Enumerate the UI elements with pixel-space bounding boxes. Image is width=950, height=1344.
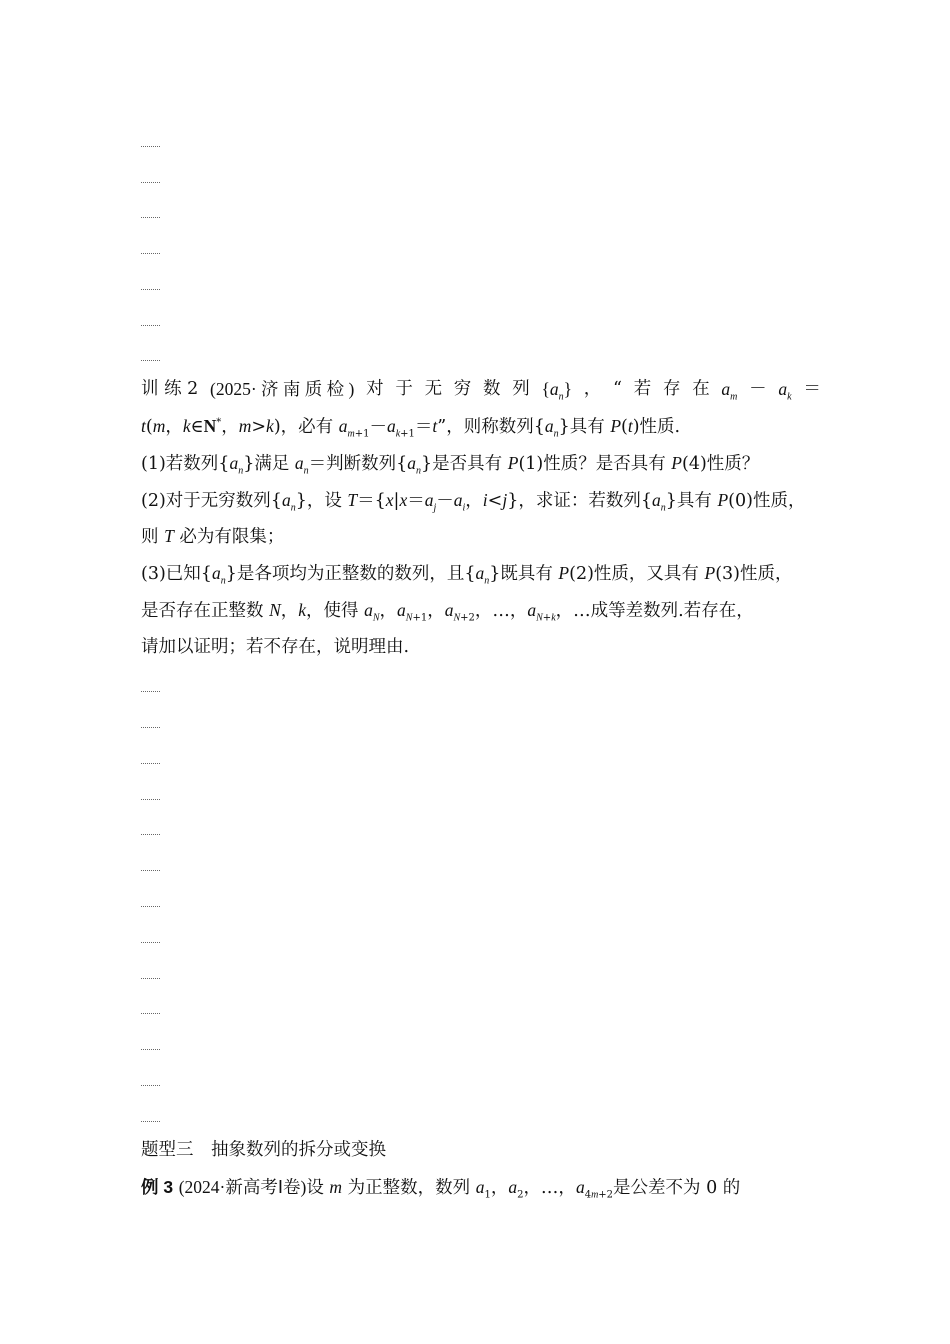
- question-1: (1)若数列$\{a_n\}$满足 $a_n=$判断数列$\{a_n\}$是否具有 P(1)性质？是否具有 P(4)性质？: [141, 453, 760, 477]
- training-first-line: 训 练 2 (2025· 济 南 质 检 ) 对 于 无 穷 数 列 $\{a_n\}$ ， “ 若 存 在 $a_m$ － $a_k$ ＝: [141, 379, 821, 403]
- training-source: (2025· 济 南 质 检 ): [210, 379, 355, 399]
- example-3: 例 3 (2024·新高考Ⅰ卷)设 m 为正整数，数列 $a_1$，$a_2$，…，$a_{4m+2}$是公差不为 0 的: [141, 1177, 741, 1201]
- answer-line: [141, 906, 160, 907]
- answer-line: [141, 691, 160, 692]
- answer-line: [141, 217, 160, 218]
- question-2-line-1: (2)对于无穷数列$\{a_n\}$，设 $T=\{x|x=a_j-a_i$，i<j}，求证：若数列$\{a_n\}$具有 P(0)性质，: [141, 490, 806, 514]
- answer-line: [141, 325, 160, 326]
- question-3-line-1: (3)已知$\{a_n\}$是各项均为正整数的数列，且$\{a_n\}$既具有 P(2)性质，又具有 P(3)性质，: [141, 563, 793, 587]
- answer-line: [141, 360, 160, 361]
- question-3-line-3: 请加以证明；若不存在，说明理由.: [141, 637, 410, 657]
- training-heading: 训 练 2: [141, 379, 199, 399]
- answer-line: [141, 799, 160, 800]
- answer-line: [141, 1085, 160, 1086]
- section-title: 题型三 抽象数列的拆分或变换: [141, 1140, 386, 1160]
- question-2-line-2: 则 T 必为有限集；: [141, 526, 285, 547]
- answer-line: [141, 1013, 160, 1014]
- answer-line: [141, 1121, 160, 1122]
- example-label: 例 3: [141, 1177, 174, 1197]
- answer-line: [141, 1049, 160, 1050]
- answer-line: [141, 727, 160, 728]
- example-source: (2024·新高考Ⅰ卷): [178, 1177, 307, 1197]
- answer-line: [141, 763, 160, 764]
- answer-line: [141, 289, 160, 290]
- answer-line: [141, 146, 160, 147]
- answer-line: [141, 942, 160, 943]
- training-second-line: t(m，k∈N*，m>k)，必有 $a_{m+1}-a_{k+1}=t$”，则称数列$\{a_n\}$具有 P(t)性质.: [141, 416, 681, 440]
- answer-line: [141, 834, 160, 835]
- question-3-line-2: 是否存在正整数 N，k，使得 $a_N$，$a_{N+1}$，$a_{N+2}$，…，$a_{N+k}$，…成等差数列.若存在，: [141, 600, 754, 624]
- answer-line: [141, 253, 160, 254]
- answer-line: [141, 870, 160, 871]
- answer-line: [141, 182, 160, 183]
- answer-line: [141, 978, 160, 979]
